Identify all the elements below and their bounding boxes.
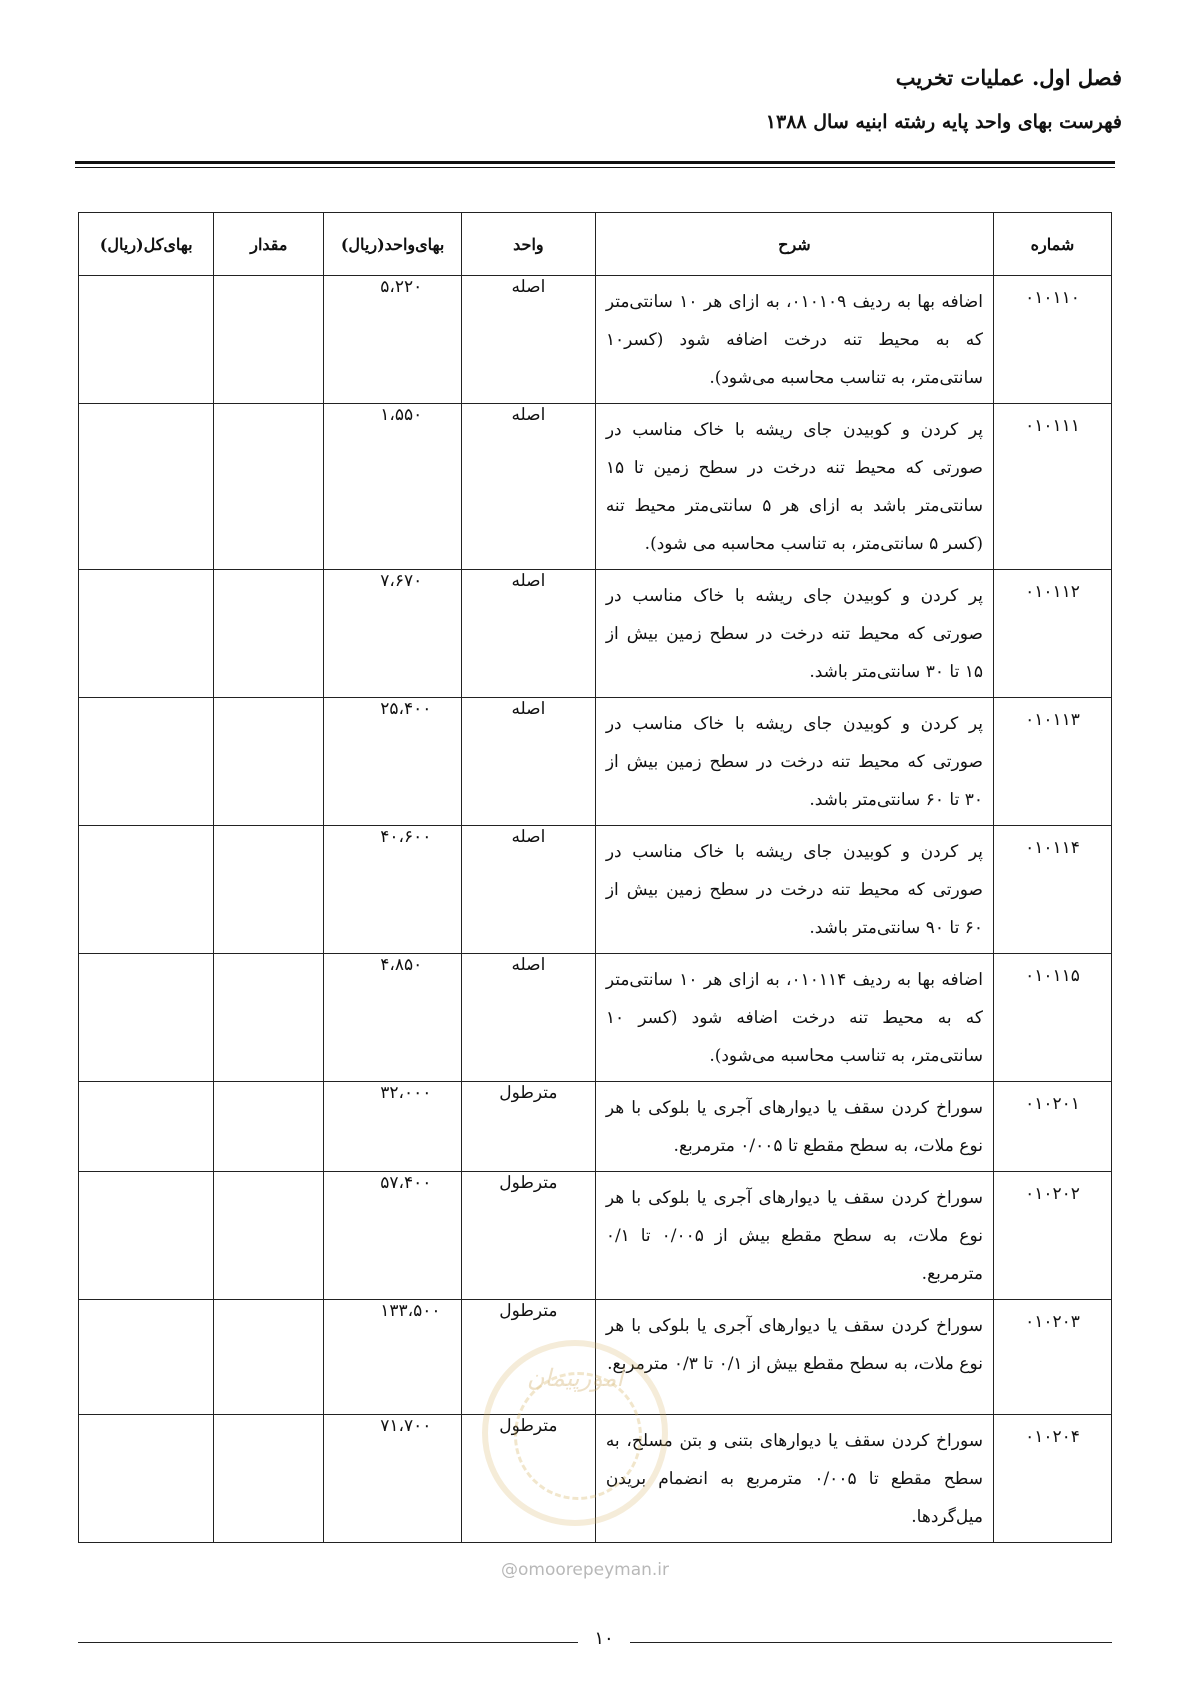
header-unit-price: بهای‌واحد(ریال) (324, 213, 462, 276)
row-unit: مترطول (461, 1300, 595, 1415)
row-unit: اصله (461, 276, 595, 404)
watermark-seal-text: امورپیمان (526, 1364, 624, 1392)
row-quantity (214, 404, 324, 570)
row-description: سوراخ کردن سقف یا دیوارهای آجری یا بلوکی با هر نوع ملات، به سطح مقطع تا ۰/۰۰۵ مترمربع. (595, 1082, 993, 1172)
table-row (79, 1300, 1112, 1415)
row-unit-price: ۵۷،۴۰۰ (324, 1172, 462, 1300)
header-unit: واحد (461, 213, 595, 276)
table-row (79, 1172, 1112, 1300)
row-description: اضافه بها به ردیف ۰۱۰۱۰۹، به ازای هر ۱۰ سانتی‌متر که به محیط تنه درخت اضافه شود (کسر۱۰ سانتی‌متر، به تناسب محاسبه می‌شود). (595, 276, 993, 404)
row-unit-price: ۲۵،۴۰۰ (324, 698, 462, 826)
row-quantity (214, 276, 324, 404)
table-row (79, 1415, 1112, 1543)
table-row (79, 954, 1112, 1082)
table-row (79, 276, 1112, 404)
header-rule-thick (75, 161, 1115, 164)
row-code: ۰۱۰۱۱۲ (993, 570, 1111, 698)
row-total-price (79, 1300, 214, 1415)
row-code: ۰۱۰۲۰۳ (993, 1300, 1111, 1415)
row-quantity (214, 1172, 324, 1300)
row-description: سوراخ کردن سقف یا دیوارهای آجری یا بلوکی با هر نوع ملات، به سطح مقطع بیش از ۰/۱ تا ۰/۳ مترمربع. (595, 1300, 993, 1415)
row-total-price (79, 698, 214, 826)
row-description: سوراخ کردن سقف یا دیوارهای آجری یا بلوکی با هر نوع ملات، به سطح مقطع بیش از ۰/۰۰۵ تا ۰/۱ مترمربع. (595, 1172, 993, 1300)
header-description: شرح (595, 213, 993, 276)
row-quantity (214, 1082, 324, 1172)
header-code: شماره (993, 213, 1111, 276)
row-code: ۰۱۰۱۱۴ (993, 826, 1111, 954)
row-total-price (79, 276, 214, 404)
row-unit-price: ۱،۵۵۰ (324, 404, 462, 570)
row-unit: اصله (461, 404, 595, 570)
table-row (79, 698, 1112, 826)
document-subtitle: فهرست بهای واحد پایه رشته ابنیه سال ۱۳۸۸ (765, 111, 1122, 133)
chapter-title: فصل اول. عملیات تخریب (895, 65, 1122, 90)
row-total-price (79, 570, 214, 698)
row-quantity (214, 698, 324, 826)
page-number: ۱۰ (594, 1628, 614, 1649)
row-code: ۰۱۰۱۱۰ (993, 276, 1111, 404)
row-unit-price: ۳۲،۰۰۰ (324, 1082, 462, 1172)
watermark-url: @omoorepeyman.ir (500, 1560, 670, 1580)
row-code: ۰۱۰۲۰۱ (993, 1082, 1111, 1172)
footer-rule-left (78, 1642, 578, 1643)
table-row (79, 1082, 1112, 1172)
row-unit-price: ۷۱،۷۰۰ (324, 1415, 462, 1543)
row-total-price (79, 1082, 214, 1172)
row-code: ۰۱۰۱۱۱ (993, 404, 1111, 570)
row-code: ۰۱۰۲۰۲ (993, 1172, 1111, 1300)
row-description: پر کردن و کوبیدن جای ریشه با خاک مناسب در صورتی که محیط تنه درخت در سطح زمین بیش از ۶۰ تا ۹۰ سانتی‌متر باشد. (595, 826, 993, 954)
header-total-price: بهای‌کل(ریال) (79, 213, 214, 276)
row-quantity (214, 954, 324, 1082)
row-unit: مترطول (461, 1415, 595, 1543)
row-description: اضافه بها به ردیف ۰۱۰۱۱۴، به ازای هر ۱۰ سانتی‌متر که به محیط تنه درخت اضافه شود (کسر ۱۰ سانتی‌متر، به تناسب محاسبه می‌شود). (595, 954, 993, 1082)
row-description: پر کردن و کوبیدن جای ریشه با خاک مناسب در صورتی که محیط تنه درخت در سطح زمین بیش از ۳۰ تا ۶۰ سانتی‌متر باشد. (595, 698, 993, 826)
row-code: ۰۱۰۲۰۴ (993, 1415, 1111, 1543)
row-total-price (79, 404, 214, 570)
table-header-row (79, 213, 1112, 276)
row-unit: اصله (461, 698, 595, 826)
row-description: پر کردن و کوبیدن جای ریشه با خاک مناسب در صورتی که محیط تنه درخت در سطح زمین تا ۱۵ سانتی‌متر باشد به ازای هر ۵ سانتی‌متر محیط تنه (کسر ۵ سانتی‌متر، به تناسب محاسبه می شود). (595, 404, 993, 570)
row-unit-price: ۱۳۳،۵۰۰ (324, 1300, 462, 1415)
row-unit: مترطول (461, 1172, 595, 1300)
row-total-price (79, 1415, 214, 1543)
row-unit: اصله (461, 826, 595, 954)
row-unit: اصله (461, 570, 595, 698)
row-description: پر کردن و کوبیدن جای ریشه با خاک مناسب در صورتی که محیط تنه درخت در سطح زمین بیش از ۱۵ تا ۳۰ سانتی‌متر باشد. (595, 570, 993, 698)
row-code: ۰۱۰۱۱۳ (993, 698, 1111, 826)
header-rule-thin (75, 167, 1115, 168)
row-unit-price: ۷،۶۷۰ (324, 570, 462, 698)
table-row (79, 404, 1112, 570)
table-row (79, 570, 1112, 698)
page-header (68, 58, 1122, 142)
row-total-price (79, 826, 214, 954)
row-description: سوراخ کردن سقف یا دیوارهای بتنی و بتن مسلح، به سطح مقطع تا ۰/۰۰۵ مترمربع به انضمام بریدن میل‌گردها. (595, 1415, 993, 1543)
row-total-price (79, 1172, 214, 1300)
row-quantity (214, 570, 324, 698)
row-quantity (214, 1415, 324, 1543)
price-table (78, 212, 1112, 1543)
table-row (79, 826, 1112, 954)
header-quantity: مقدار (214, 213, 324, 276)
row-unit: مترطول (461, 1082, 595, 1172)
row-unit: اصله (461, 954, 595, 1082)
footer-rule-right (630, 1642, 1112, 1643)
row-unit-price: ۵،۲۲۰ (324, 276, 462, 404)
row-unit-price: ۴۰،۶۰۰ (324, 826, 462, 954)
row-quantity (214, 826, 324, 954)
row-total-price (79, 954, 214, 1082)
row-code: ۰۱۰۱۱۵ (993, 954, 1111, 1082)
row-quantity (214, 1300, 324, 1415)
row-unit-price: ۴،۸۵۰ (324, 954, 462, 1082)
